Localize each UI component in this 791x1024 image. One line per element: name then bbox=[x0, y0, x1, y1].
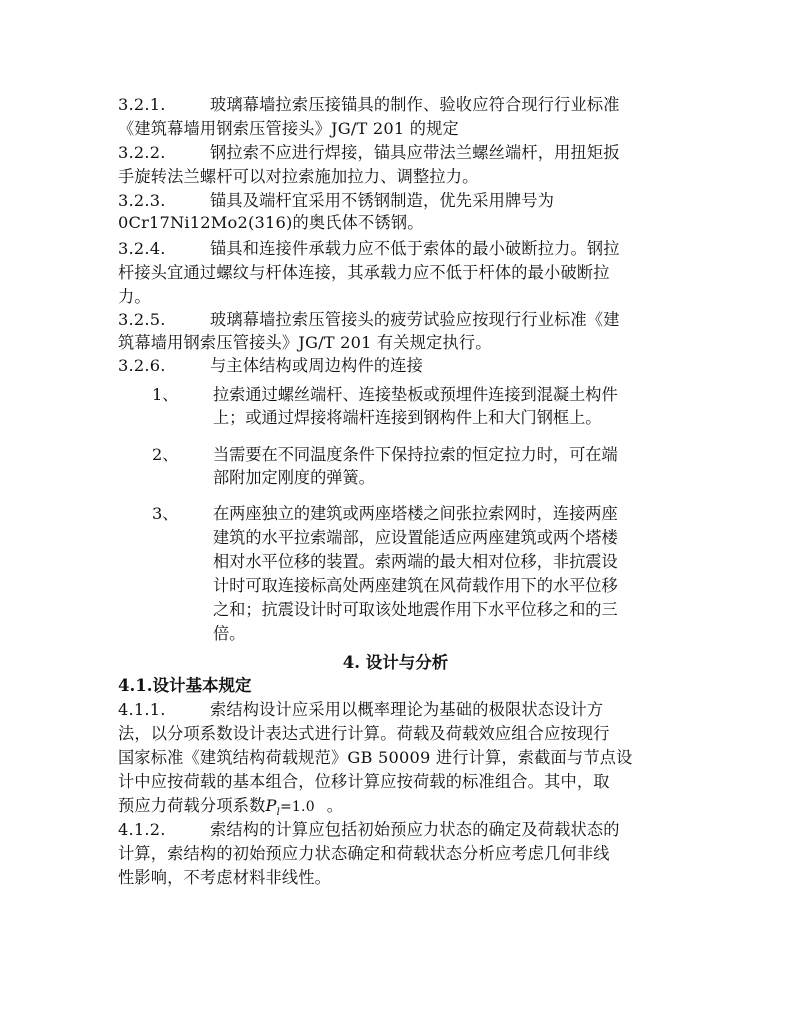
clause-text: 索结构的计算应包括初始预应力状态的确定及荷载状态的 bbox=[210, 820, 620, 839]
clause-number: 3.2.4. bbox=[118, 239, 166, 258]
para-3-2-3-line-1 bbox=[118, 191, 554, 211]
formula-subscript: l bbox=[276, 807, 280, 819]
clause-text: 锚具和连接件承载力应不低于索体的最小破断拉力。钢拉 bbox=[210, 239, 620, 258]
para-3-2-4-line-3: 力。 bbox=[118, 287, 151, 306]
para-4-1-1-line-1 bbox=[118, 700, 603, 720]
para-3-2-4-line-1 bbox=[118, 239, 620, 259]
formula bbox=[265, 796, 315, 819]
para-3-2-5-line-1 bbox=[118, 310, 620, 330]
formula-symbol: P bbox=[265, 796, 277, 815]
list-item-number: 3、 bbox=[152, 504, 179, 523]
para-3-2-2-line-1 bbox=[118, 143, 620, 163]
para-3-2-6-line-1 bbox=[118, 356, 423, 376]
para-4-1-1-line-4: 计中应按荷载的基本组合，位移计算应按荷载的标准组合。其中，取 bbox=[118, 772, 610, 791]
clause-number: 3.2.3. bbox=[118, 191, 166, 210]
clause-number: 3.2.2. bbox=[118, 143, 166, 162]
list-item-number: 1、 bbox=[152, 385, 179, 404]
para-3-2-1-line-1 bbox=[118, 95, 620, 115]
para-3-2-3-line-2: 0Cr17Ni12Mo2(316)的奥氏体不锈钢。 bbox=[118, 213, 424, 232]
clause-text: 索结构设计应采用以概率理论为基础的极限状态设计方 bbox=[210, 700, 604, 719]
para-4-1-2-line-2: 计算，索结构的初始预应力状态确定和荷载状态分析应考虑几何非线 bbox=[118, 844, 610, 863]
para-4-1-1-line-3: 国家标准《建筑结构荷载规范》GB 50009 进行计算，索截面与节点设 bbox=[118, 748, 633, 767]
clause-text: 玻璃幕墙拉索压接锚具的制作、验收应符合现行行业标准 bbox=[210, 95, 620, 114]
list-item-line: 计时可取连接标高处两座建筑在风荷载作用下的水平位移 bbox=[213, 576, 618, 595]
para-3-2-5-line-2: 筑幕墙用钢索压管接头》JG/T 201 有关规定执行。 bbox=[118, 333, 492, 352]
section-heading: 4.1.设计基本规定 bbox=[118, 676, 252, 695]
clause-number: 3.2.1. bbox=[118, 95, 166, 114]
list-item-line: 部附加定刚度的弹簧。 bbox=[213, 468, 375, 487]
para-3-2-4-line-2: 杆接头宜通过螺纹与杆体连接，其承载力应不低于杆体的最小破断拉 bbox=[118, 263, 610, 282]
clause-text: 与主体结构或周边构件的连接 bbox=[210, 356, 424, 375]
list-item-line: 拉索通过螺丝端杆、连接垫板或预埋件连接到混凝土构件 bbox=[213, 385, 618, 404]
list-item-line: 倍。 bbox=[213, 624, 246, 643]
list-item-line: 建筑的水平拉索端部，应设置能适应两座建筑或两个塔楼 bbox=[213, 528, 618, 547]
list-item-line: 在两座独立的建筑或两座塔楼之间张拉索网时，连接两座 bbox=[213, 504, 618, 523]
list-item-number: 2、 bbox=[152, 445, 179, 464]
clause-text: 预应力荷载分项系数 bbox=[118, 796, 266, 815]
clause-number: 4.1.1. bbox=[118, 700, 166, 719]
clause-number: 3.2.5. bbox=[118, 310, 166, 329]
clause-number: 4.1.2. bbox=[118, 820, 166, 839]
para-4-1-1-line-2: 法，以分项系数设计表达式进行计算。荷载及荷载效应组合应按现行 bbox=[118, 724, 610, 743]
list-item-line: 之和；抗震设计时可取该处地震作用下水平位移之和的三 bbox=[213, 600, 618, 619]
clause-text: 锚具及端杆宜采用不锈钢制造，优先采用牌号为 bbox=[210, 191, 555, 210]
para-4-1-2-line-3: 性影响，不考虑材料非线性。 bbox=[118, 868, 332, 887]
para-3-2-1-line-2: 《建筑幕墙用钢索压管接头》JG/T 201 的规定 bbox=[118, 119, 459, 138]
list-item-line: 相对水平位移的装置。索两端的最大相对位移，非抗震设 bbox=[213, 552, 618, 571]
clause-number: 3.2.6. bbox=[118, 356, 166, 375]
list-item-line: 当需要在不同温度条件下保持拉索的恒定拉力时，可在端 bbox=[213, 445, 618, 464]
clause-text: 玻璃幕墙拉索压管接头的疲劳试验应按现行行业标准《建 bbox=[210, 310, 620, 329]
list-item-line: 上；或通过焊接将端杆连接到钢构件上和大门钢框上。 bbox=[213, 408, 602, 427]
para-3-2-2-line-2: 手旋转法兰螺杆可以对拉索施加拉力、调整拉力。 bbox=[118, 167, 479, 186]
chapter-heading: 4. 设计与分析 bbox=[342, 653, 449, 672]
clause-text: 钢拉索不应进行焊接，锚具应带法兰螺丝端杆，用扭矩扳 bbox=[210, 143, 620, 162]
para-4-1-2-line-1 bbox=[118, 820, 620, 840]
clause-end-mark: 。 bbox=[326, 796, 344, 815]
formula-value: =1.0 bbox=[280, 799, 315, 815]
